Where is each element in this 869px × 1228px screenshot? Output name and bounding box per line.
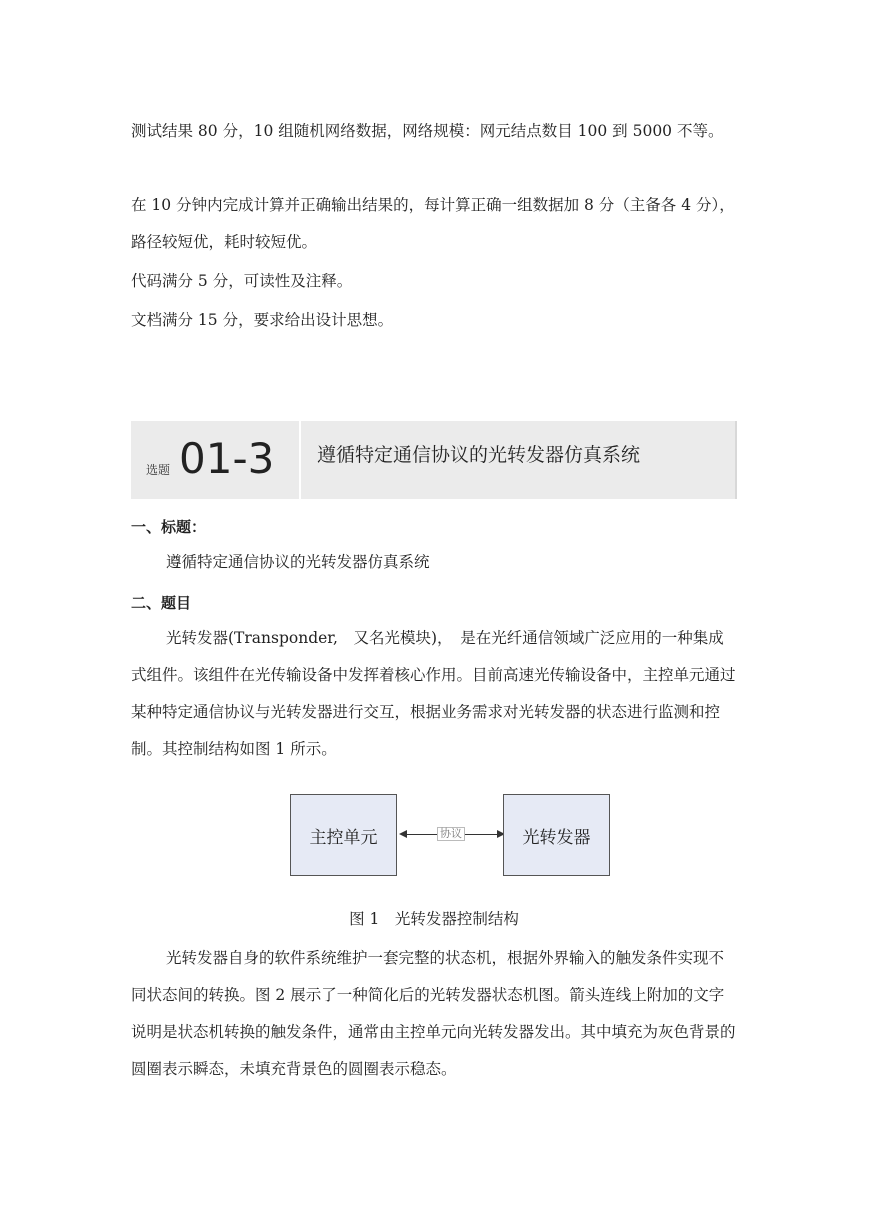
section-heading-problem: 二、题目	[131, 594, 192, 612]
topic-number-cell	[131, 421, 301, 499]
intro-paragraph-1: 测试结果 80 分，10 组随机网络数据，网络规模：网元结点数目 100 到 5000 不等。	[131, 122, 724, 140]
topic-title-box	[131, 421, 737, 499]
problem-paragraph-1: 光转发器(Transponder, 又名光模块)， 是在光纤通信领域广泛应用的一种集成式组件。该组件在光传输设备中发挥着核心作用。目前高速光传输设备中，主控单元通过某种特定通信协议与光转发器进行交互，根据业务需求对光转发器的状态进行监测和控制。其控制结构如图 1 所示。	[131, 629, 736, 758]
transponder-box: 光转发器	[503, 794, 610, 876]
section-title-body: 遵循特定通信协议的光转发器仿真系统	[166, 553, 430, 571]
problem-paragraph-2: 光转发器自身的软件系统维护一套完整的状态机，根据外界输入的触发条件实现不同状态间的转换。图 2 展示了一种简化后的光转发器状态机图。箭头连线上附加的文字说明是状态机转换的触发条件，通常由主控单元向光转发器发出。其中填充为灰色背景的圆圈表示瞬态，未填充背景色的圆圈表示稳态。	[131, 949, 736, 1078]
arrow-head-left-icon	[399, 830, 407, 838]
protocol-label: 协议	[437, 827, 465, 841]
control-structure-diagram	[286, 791, 618, 883]
main-control-unit-box: 主控单元	[290, 794, 397, 876]
intro-paragraph-2: 在 10 分钟内完成计算并正确输出结果的，每计算正确一组数据加 8 分（主备各 4 分）， 路径较短优，耗时较短优。	[131, 196, 743, 251]
topic-prefix: 选题	[146, 463, 171, 477]
intro-paragraph-3: 代码满分 5 分，可读性及注释。	[131, 272, 353, 290]
topic-number: 01-3	[179, 434, 275, 483]
figure-1-caption: 图 1 光转发器控制结构	[349, 910, 519, 928]
section-heading-title: 一、标题：	[131, 518, 207, 536]
intro-paragraph-4: 文档满分 15 分，要求给出设计思想。	[131, 311, 394, 329]
topic-title: 遵循特定通信协议的光转发器仿真系统	[317, 444, 641, 466]
